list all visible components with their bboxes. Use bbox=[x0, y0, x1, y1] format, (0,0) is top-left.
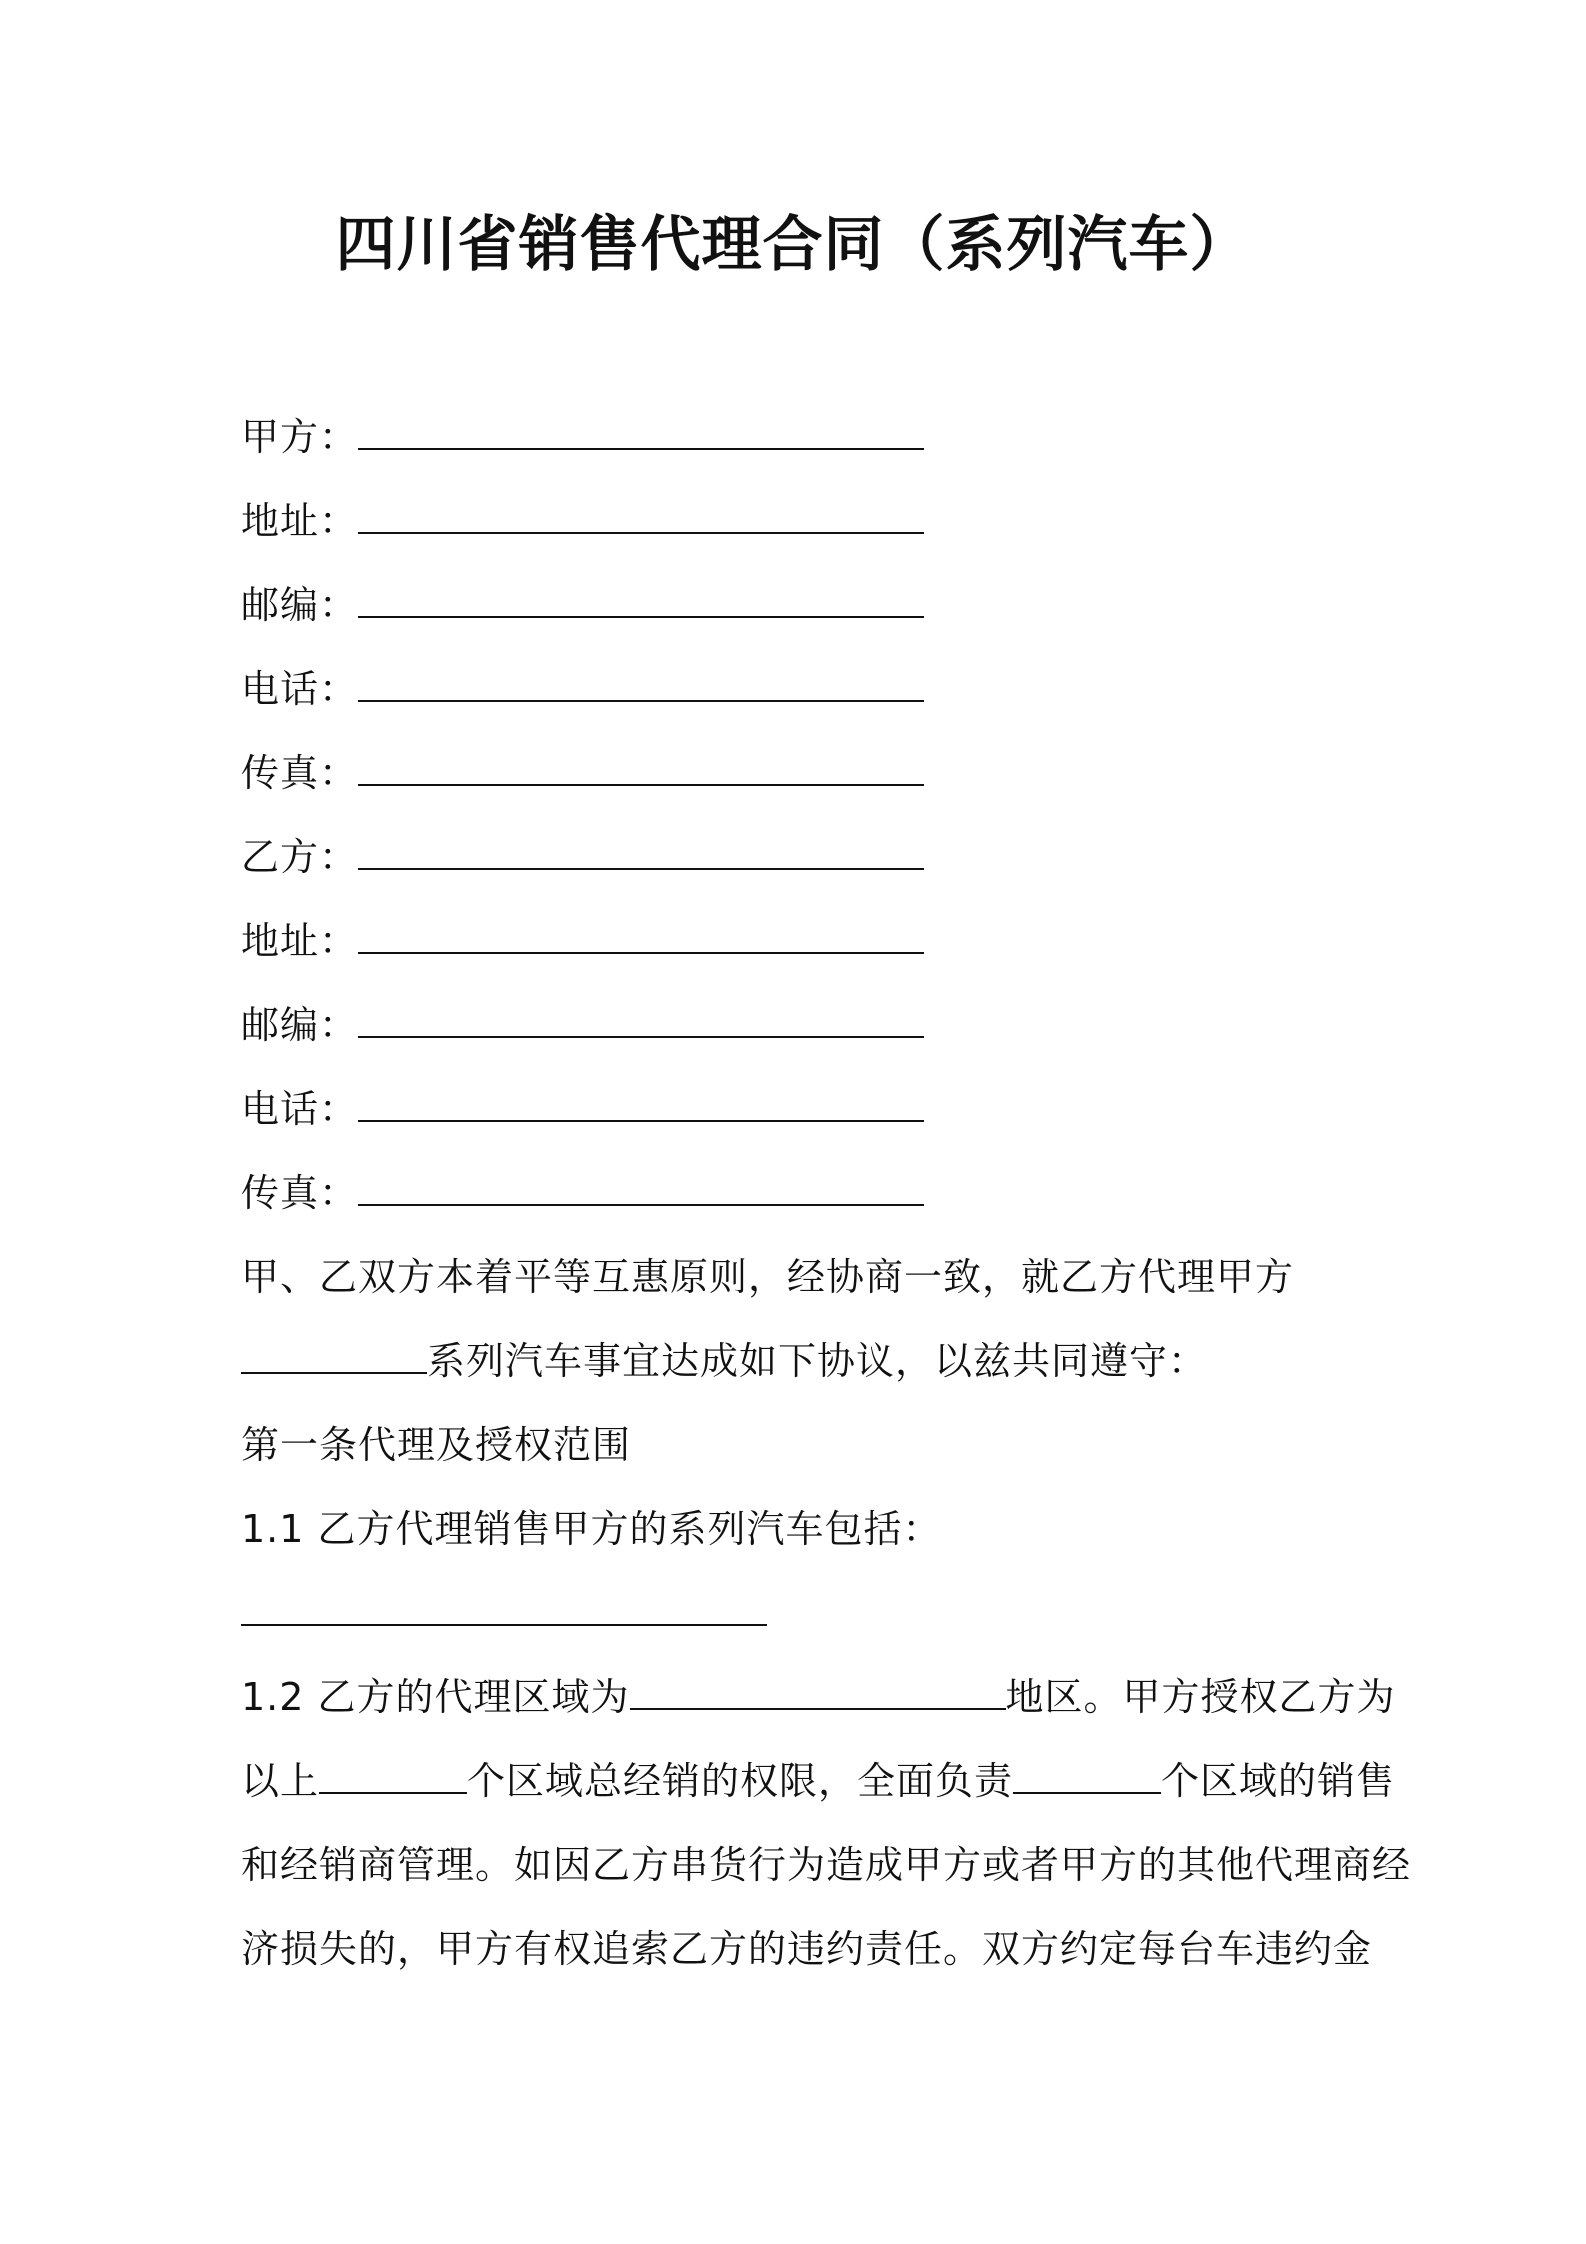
fill-in-blank[interactable] bbox=[1013, 1756, 1161, 1794]
fill-in-blank[interactable] bbox=[358, 496, 924, 534]
clause-1-1-blank-line bbox=[241, 1588, 767, 1638]
field-party-a-address bbox=[241, 496, 924, 546]
field-label: 甲方： bbox=[241, 415, 359, 459]
field-party-a-postcode bbox=[241, 580, 924, 630]
clause-1-1: 1.1 乙方代理销售甲方的系列汽车包括： bbox=[241, 1507, 942, 1551]
field-party-b bbox=[241, 832, 924, 882]
field-label: 乙方： bbox=[241, 835, 359, 879]
field-party-b-postcode bbox=[241, 1000, 924, 1050]
fill-in-blank[interactable] bbox=[241, 1588, 767, 1626]
fill-in-blank[interactable] bbox=[630, 1672, 1006, 1710]
clause-text: 1.2 乙方的代理区域为 bbox=[241, 1675, 630, 1719]
field-party-a-phone bbox=[241, 664, 924, 714]
fill-in-blank[interactable] bbox=[241, 1336, 427, 1374]
fill-in-blank[interactable] bbox=[358, 1000, 924, 1038]
field-party-b-address bbox=[241, 916, 924, 966]
fill-in-blank[interactable] bbox=[358, 664, 924, 702]
fill-in-blank[interactable] bbox=[358, 748, 924, 786]
field-label: 地址： bbox=[241, 499, 359, 543]
field-label: 邮编： bbox=[241, 1003, 359, 1047]
field-label: 传真： bbox=[241, 1171, 359, 1215]
field-party-a bbox=[241, 412, 924, 462]
field-label: 电话： bbox=[241, 1087, 359, 1131]
field-label: 地址： bbox=[241, 919, 359, 963]
document-title: 四川省销售代理合同（系列汽车） bbox=[335, 210, 1251, 280]
fill-in-blank[interactable] bbox=[358, 412, 924, 450]
clause-text: 个区域的销售 bbox=[1161, 1759, 1396, 1803]
clause-text: 地区。甲方授权乙方为 bbox=[1005, 1675, 1396, 1719]
fill-in-blank[interactable] bbox=[319, 1756, 467, 1794]
clause-1-2-line3: 和经销商管理。如因乙方串货行为造成甲方或者甲方的其他代理商经 bbox=[241, 1843, 1412, 1887]
field-label: 邮编： bbox=[241, 583, 359, 627]
clause-text: 个区域总经销的权限，全面负责 bbox=[467, 1759, 1014, 1803]
fill-in-blank[interactable] bbox=[358, 1084, 924, 1122]
field-party-b-phone bbox=[241, 1084, 924, 1134]
fill-in-blank[interactable] bbox=[358, 1168, 924, 1206]
clause-1-2-line2 bbox=[241, 1756, 1395, 1806]
field-party-a-fax bbox=[241, 748, 924, 798]
fill-in-blank[interactable] bbox=[358, 916, 924, 954]
clause-1-2-line1 bbox=[241, 1672, 1396, 1722]
intro-text: 系列汽车事宜达成如下协议，以兹共同遵守： bbox=[427, 1339, 1208, 1383]
fill-in-blank[interactable] bbox=[358, 832, 924, 870]
intro-paragraph-line2 bbox=[241, 1336, 1207, 1386]
field-party-b-fax bbox=[241, 1168, 924, 1218]
fill-in-blank[interactable] bbox=[358, 580, 924, 618]
intro-paragraph-line1: 甲、乙双方本着平等互惠原则，经协商一致，就乙方代理甲方 bbox=[241, 1255, 1295, 1299]
article-1-heading: 第一条代理及授权范围 bbox=[241, 1423, 632, 1467]
clause-1-2-line4: 济损失的，甲方有权追索乙方的违约责任。双方约定每台车违约金 bbox=[241, 1927, 1373, 1971]
field-label: 电话： bbox=[241, 667, 359, 711]
field-label: 传真： bbox=[241, 751, 359, 795]
clause-text: 以上 bbox=[241, 1759, 320, 1803]
